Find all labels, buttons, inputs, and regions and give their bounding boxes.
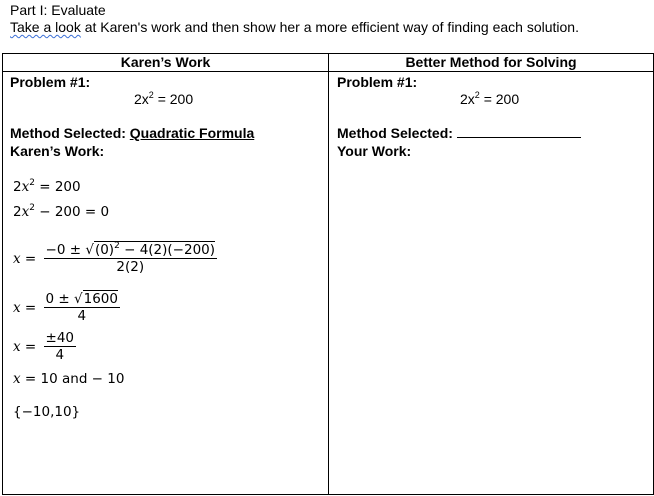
problem-label-right: Problem #1: xyxy=(337,74,418,90)
method-blank-line[interactable] xyxy=(457,125,581,138)
problem-equation: $2x^2 = 200$ xyxy=(134,90,194,107)
solution-set: {−10,10} xyxy=(13,404,81,420)
simplified-step-1: x = $\frac{0 \pm √1600}{4}$ xyxy=(13,291,118,324)
step-equation-1: $2x^2 = 200$ xyxy=(13,178,81,195)
step-equation-2: $2x^2 - 200 = 0$ xyxy=(13,203,110,220)
instructions-text: at Karen's work and then show her a more efficient way of finding each solution. xyxy=(80,19,579,35)
simplified-step-2: x = $\frac{\pm 40}{4}$ xyxy=(13,330,75,363)
quadratic-formula-step: x = $\frac{-0 \pm √(0)^2 - 4(2)(-200)}{2(2)}$ xyxy=(13,241,216,275)
method-selected-right: Method Selected: xyxy=(337,125,581,141)
method-label: Method Selected: xyxy=(10,125,130,141)
solutions-line: x = 10 and − 10 xyxy=(13,371,125,387)
instructions-spellcheck-phrase: Take a look xyxy=(10,19,81,35)
karens-work-cell xyxy=(3,72,329,495)
method-value: Quadratic Formula xyxy=(129,125,255,141)
method-selected xyxy=(10,125,254,141)
better-method-header: Better Method for Solving xyxy=(329,54,654,72)
problem-label: Problem #1: xyxy=(10,74,91,90)
problem-equation-right: $2x^2 = 200$ xyxy=(460,90,520,107)
karens-work-header: Karen’s Work xyxy=(3,54,329,72)
work-label: Karen’s Work: xyxy=(10,143,105,159)
better-method-cell xyxy=(329,72,654,495)
your-work-label: Your Work: xyxy=(337,143,412,159)
part-title: Part I: Evaluate xyxy=(10,2,106,18)
worksheet-table xyxy=(2,53,654,495)
instructions xyxy=(10,19,579,36)
